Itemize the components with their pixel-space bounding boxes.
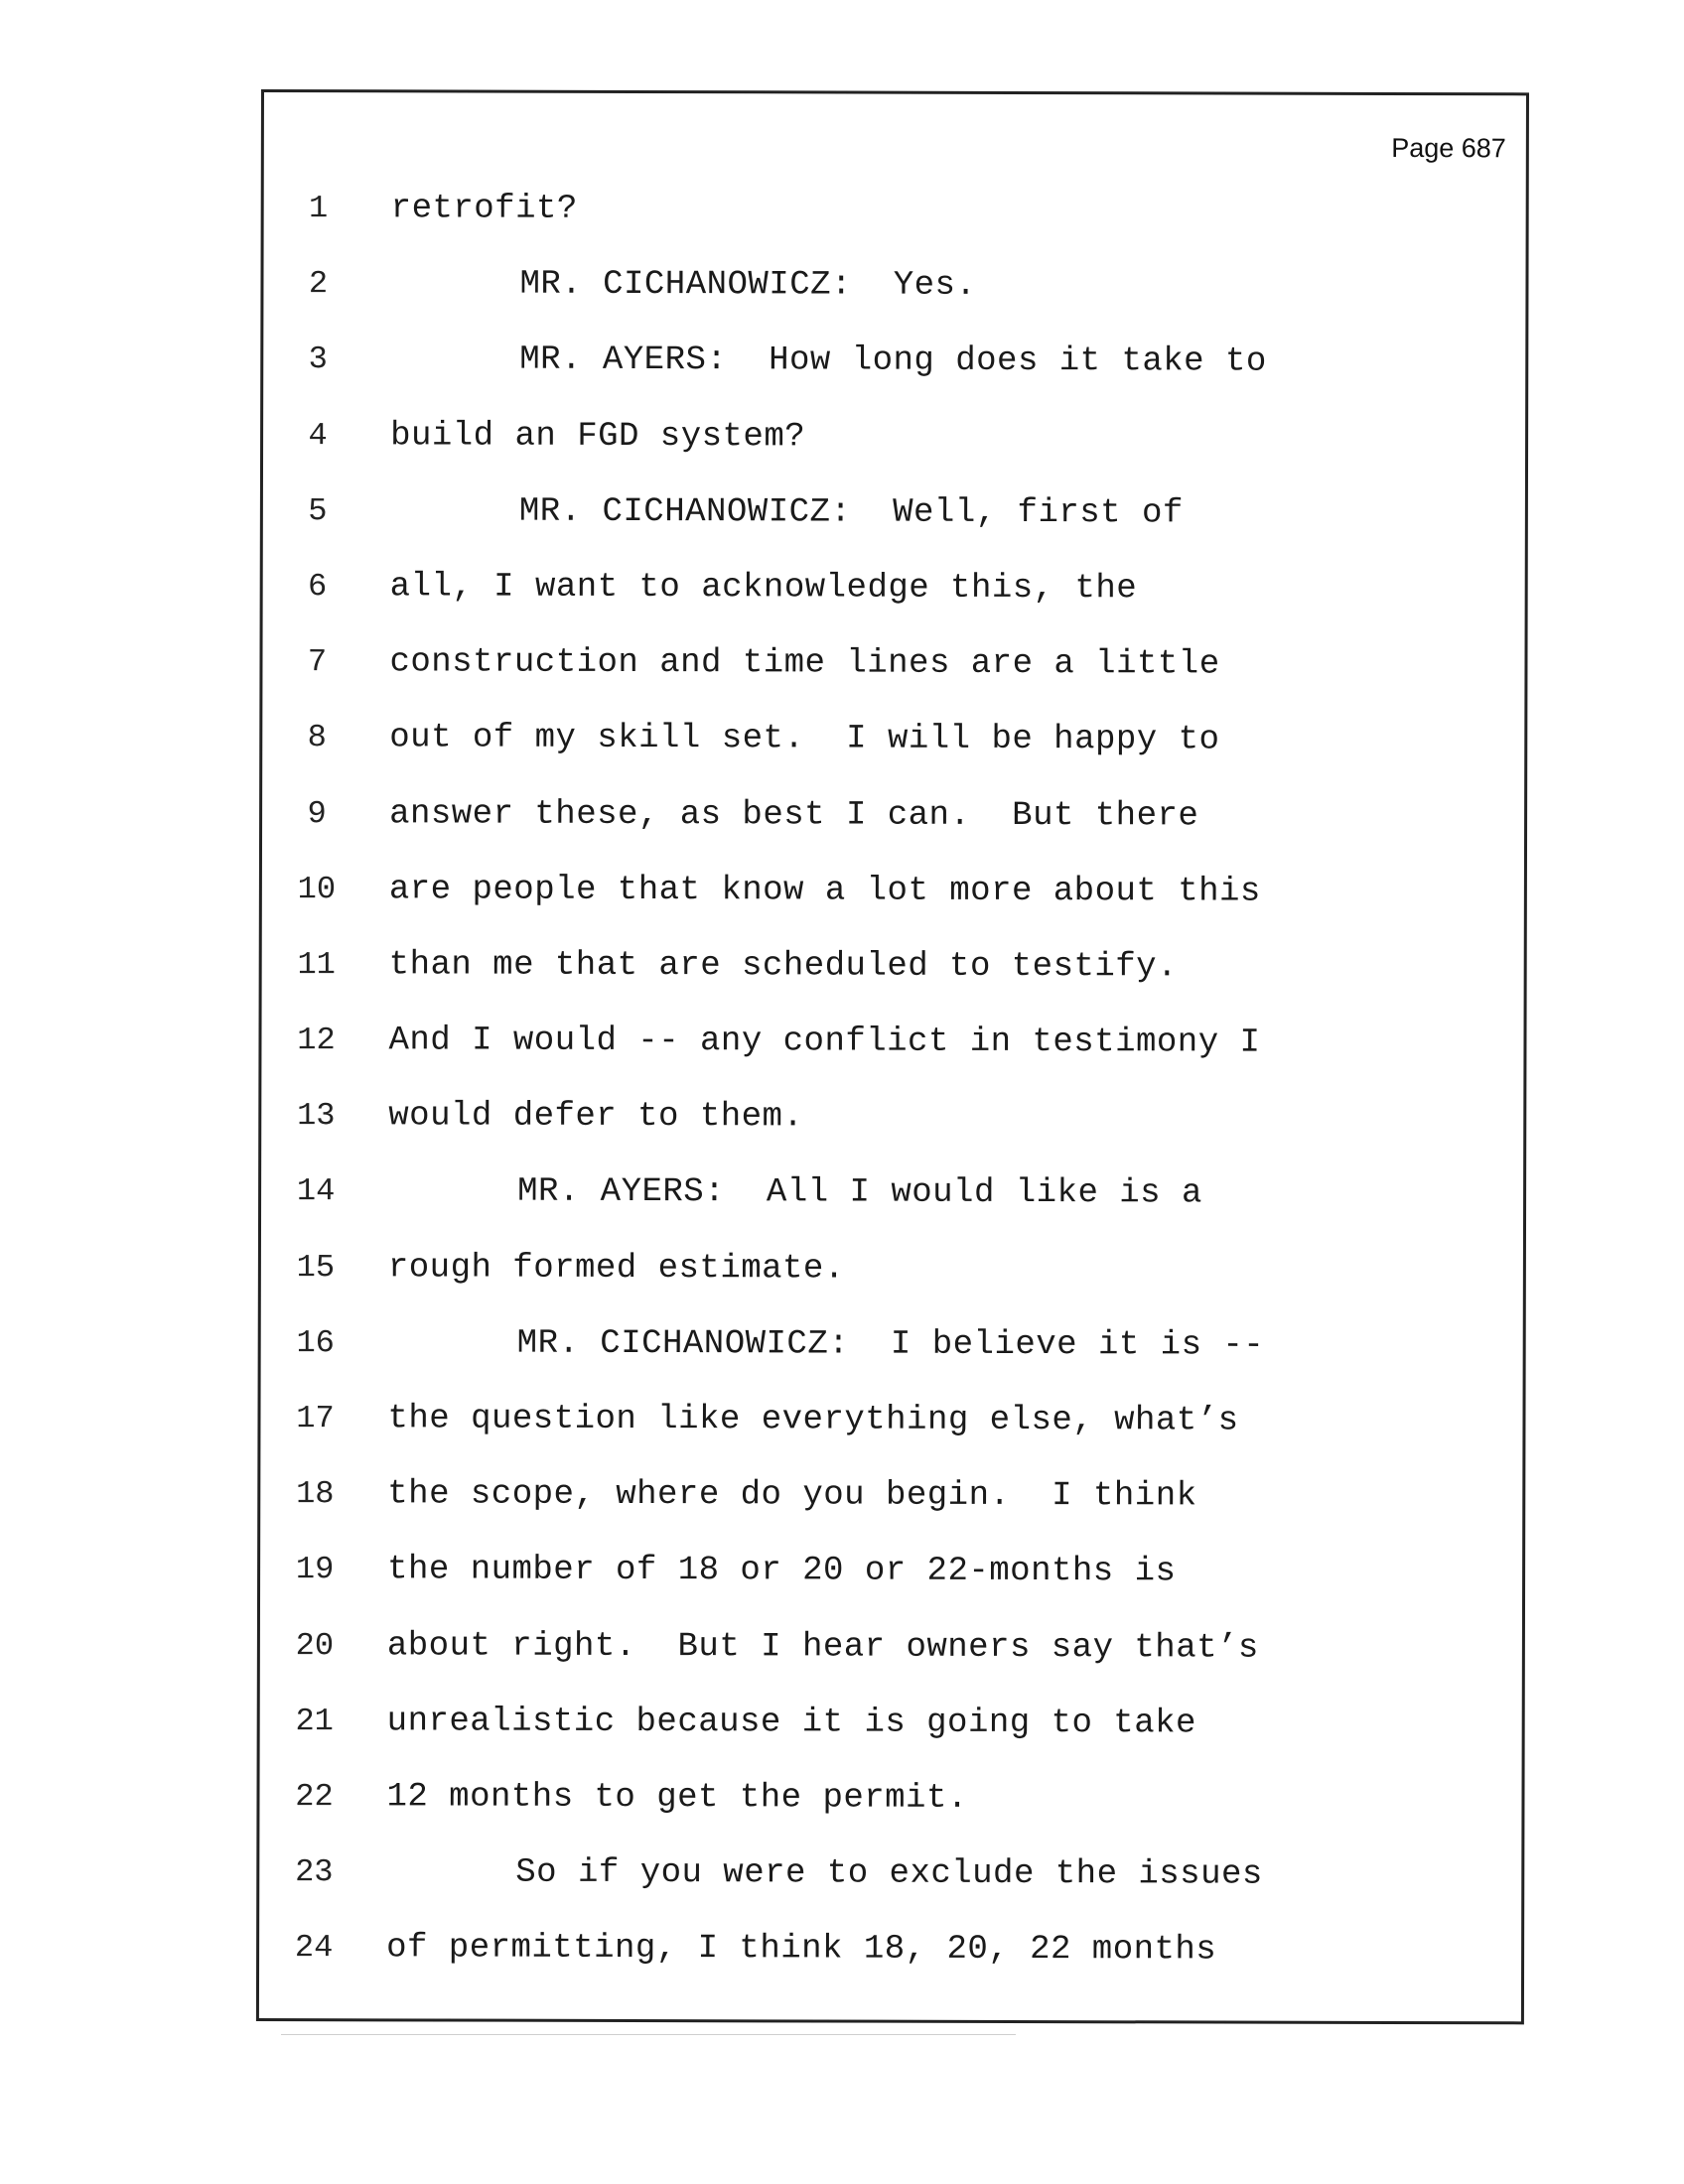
line-text: 12 months to get the permit. (386, 1778, 968, 1818)
line-text: the scope, where do you begin. I think (387, 1475, 1197, 1516)
transcript-line (259, 1760, 1521, 1840)
transcript-page (256, 89, 1529, 2024)
transcript-line (260, 1457, 1522, 1537)
transcript-line (261, 1004, 1523, 1083)
line-text: than me that are scheduled to testify. (388, 946, 1179, 987)
transcript-line (259, 1911, 1521, 1990)
line-text: build an FGD system? (390, 416, 806, 456)
footer-rule (281, 2034, 1016, 2035)
transcript-line (260, 1609, 1522, 1689)
line-text: of permitting, I think 18, 20, 22 months (386, 1929, 1217, 1970)
transcript-line (261, 1155, 1523, 1234)
line-text: construction and time lines are a little (389, 643, 1220, 684)
transcript-line (263, 550, 1525, 629)
line-text: answer these, as best I can. But there (389, 794, 1199, 835)
line-text: And I would -- any conflict in testimony I (388, 1022, 1261, 1062)
line-number: 16 (296, 1323, 335, 1362)
transcript-line (262, 701, 1524, 780)
transcript-line (263, 399, 1525, 478)
transcript-line (260, 1533, 1522, 1612)
line-text: MR. AYERS: How long does it take to (519, 341, 1267, 382)
line-text: MR. CICHANOWICZ: Yes. (519, 265, 977, 306)
transcript-line (261, 1079, 1523, 1159)
transcript-line (263, 475, 1525, 554)
transcript-line (261, 1231, 1523, 1310)
line-text: MR. AYERS: All I would like is a (517, 1173, 1202, 1213)
line-number: 11 (297, 945, 336, 984)
line-text: unrealistic because it is going to take (386, 1703, 1196, 1743)
line-text: MR. CICHANOWICZ: Well, first of (518, 492, 1184, 533)
line-text: rough formed estimate. (387, 1248, 845, 1289)
line-text: out of my skill set. I will be happy to (389, 719, 1220, 759)
line-number: 23 (295, 1853, 334, 1891)
line-number: 15 (296, 1248, 336, 1286)
line-text: are people that know a lot more about this (388, 871, 1261, 911)
line-number: 5 (308, 491, 328, 529)
line-number: 6 (308, 568, 328, 606)
line-number: 1 (309, 190, 329, 227)
line-number: 7 (307, 643, 328, 681)
line-number: 3 (308, 341, 328, 378)
line-number: 13 (297, 1097, 336, 1135)
line-number: 10 (297, 870, 337, 907)
transcript-line (262, 777, 1524, 857)
line-text: MR. CICHANOWICZ: I believe it is -- (516, 1324, 1265, 1365)
line-number: 17 (296, 1400, 335, 1437)
transcript-line (264, 172, 1526, 251)
transcript-line (263, 323, 1525, 402)
transcript-line (263, 247, 1525, 327)
transcript-line (259, 1836, 1521, 1915)
line-number: 12 (297, 1022, 336, 1059)
line-number: 20 (295, 1626, 335, 1664)
line-number: 18 (296, 1475, 335, 1513)
line-text: all, I want to acknowledge this, the (389, 568, 1138, 609)
line-text: about right. But I hear owners say that’s (386, 1626, 1259, 1668)
line-number: 8 (307, 719, 327, 756)
transcript-line (260, 1685, 1522, 1764)
line-number: 2 (308, 265, 329, 303)
transcript-line (260, 1382, 1522, 1461)
transcript-line (261, 1306, 1523, 1386)
line-number: 21 (295, 1702, 334, 1739)
transcript-lines (259, 172, 1526, 1990)
page-number: Page 687 (1391, 132, 1506, 164)
transcript-line (262, 928, 1524, 1008)
transcript-line (262, 625, 1524, 705)
line-text: So if you were to exclude the issues (515, 1853, 1263, 1894)
line-number: 22 (295, 1778, 334, 1816)
line-text: the number of 18 or 20 or 22-months is (387, 1551, 1177, 1591)
line-text: would defer to them. (388, 1097, 804, 1137)
line-number: 4 (308, 416, 328, 454)
line-text: retrofit? (390, 190, 578, 228)
line-number: 19 (295, 1551, 335, 1588)
transcript-line (262, 853, 1524, 932)
line-number: 24 (294, 1929, 334, 1967)
line-number: 14 (296, 1172, 336, 1210)
line-number: 9 (307, 794, 327, 832)
line-text: the question like everything else, what’s (387, 1400, 1239, 1440)
